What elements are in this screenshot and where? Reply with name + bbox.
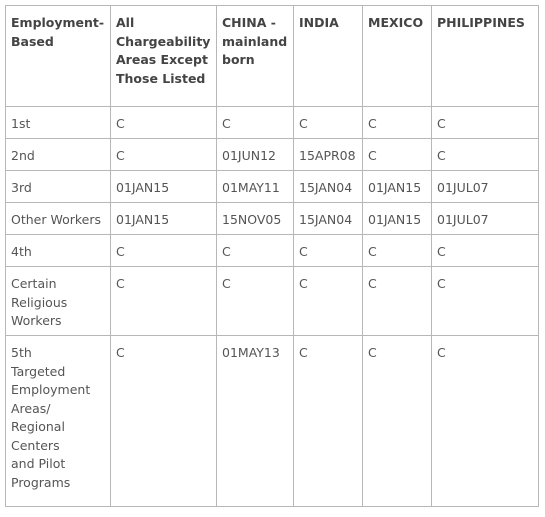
- table-cell: C: [111, 267, 217, 336]
- row-label: 4th: [6, 235, 111, 267]
- table-cell: C: [111, 235, 217, 267]
- table-cell: 01JAN15: [111, 203, 217, 235]
- row-label: 3rd: [6, 171, 111, 203]
- table-cell: C: [432, 107, 539, 139]
- header-employment-based: Employment- Based: [6, 6, 111, 107]
- table-cell: 01JUN12: [217, 139, 294, 171]
- table-cell: C: [432, 267, 539, 336]
- table-cell: C: [111, 107, 217, 139]
- table-cell: C: [363, 336, 432, 507]
- table-cell: C: [217, 235, 294, 267]
- table-cell: 15APR08: [294, 139, 363, 171]
- row-label: 1st: [6, 107, 111, 139]
- table-cell: 01JAN15: [111, 171, 217, 203]
- header-india: INDIA: [294, 6, 363, 107]
- table-cell: 01JUL07: [432, 171, 539, 203]
- row-label: 5th Targeted Employment Areas/ Regional Centers and Pilot Programs: [6, 336, 111, 507]
- header-all-chargeability: All Chargeability Areas Except Those Listed: [111, 6, 217, 107]
- header-mexico: MEXICO: [363, 6, 432, 107]
- table-cell: 01JAN15: [363, 171, 432, 203]
- table-cell: 01JAN15: [363, 203, 432, 235]
- table-cell: C: [294, 107, 363, 139]
- table-cell: 15JAN04: [294, 171, 363, 203]
- row-label: Other Workers: [6, 203, 111, 235]
- table-cell: C: [363, 139, 432, 171]
- table-row: [6, 336, 539, 507]
- table-cell: C: [111, 139, 217, 171]
- table-cell: 01MAY13: [217, 336, 294, 507]
- header-row: [6, 6, 539, 107]
- table-cell: C: [294, 336, 363, 507]
- table-cell: 01MAY11: [217, 171, 294, 203]
- table-row: [6, 235, 539, 267]
- table-cell: C: [294, 235, 363, 267]
- table-row: [6, 139, 539, 171]
- table-cell: C: [432, 336, 539, 507]
- table-cell: C: [432, 235, 539, 267]
- table-cell: C: [294, 267, 363, 336]
- table-row: [6, 203, 539, 235]
- table-cell: 01JUL07: [432, 203, 539, 235]
- table-row: [6, 267, 539, 336]
- visa-bulletin-table: [5, 5, 539, 507]
- table-cell: C: [363, 235, 432, 267]
- table-cell: C: [217, 107, 294, 139]
- table-cell: C: [363, 107, 432, 139]
- header-china: CHINA - mainland born: [217, 6, 294, 107]
- table-cell: 15JAN04: [294, 203, 363, 235]
- table-cell: C: [363, 267, 432, 336]
- row-label: 2nd: [6, 139, 111, 171]
- header-philippines: PHILIPPINES: [432, 6, 539, 107]
- table-cell: 15NOV05: [217, 203, 294, 235]
- table-row: [6, 107, 539, 139]
- table-cell: C: [217, 267, 294, 336]
- table-row: [6, 171, 539, 203]
- table-cell: C: [111, 336, 217, 507]
- row-label: Certain Religious Workers: [6, 267, 111, 336]
- table-cell: C: [432, 139, 539, 171]
